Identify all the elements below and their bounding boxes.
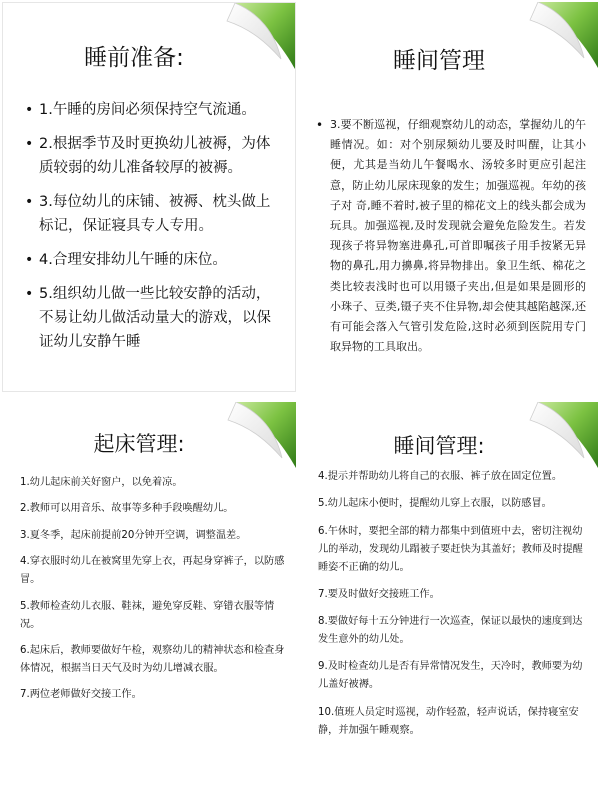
page-curl-icon — [520, 402, 598, 470]
list-item: 7.要及时做好交接班工作。 — [318, 588, 440, 600]
panel-title: 睡间管理 — [393, 48, 485, 74]
panel-title: 起床管理: — [93, 432, 185, 456]
list-item: 3.夏冬季，起床前提前20分钟开空调，调整温差。 — [20, 529, 247, 541]
list-item: • 4.合理安排幼儿午睡的床位。 — [25, 248, 281, 272]
page-curl-icon — [520, 2, 598, 70]
paragraph: • 3.要不断巡视，仔细观察幼儿的动态，掌握幼儿的午睡情况。如：对个别尿频幼儿要及时叫醒，让其小便，尤其是当幼儿午餐喝水、汤较多时更应引起注意，防止幼儿尿床现象的发生；加强巡视。年幼的孩子对 奇,睡不着时,被子里的棉花文上的线头都会成为玩具。加强巡视,及时发现就会避免危险发生。若发现孩子将异物塞进鼻孔,可首即嘱孩子用手按紧无异物的鼻孔,用力擤鼻,将异物排出。象卫生纸、棉花之类比较表浅时也可以用镊子夹出,但是如果是圆形的小珠子、豆类,镊子夹不住异物,却会使其越陷越深,还有可能会落入气管引发危险,这时必须到医院用专门取异物的工具取出。 — [322, 115, 586, 357]
list-item: 6.午休时，要把全部的精力都集中到值班中去，密切注视幼儿的举动，发现幼儿蹋被子要赶快为其盖好；教师及时提醒睡姿不正确的幼儿。 — [318, 525, 583, 573]
list-item: 10.值班人员定时巡视，动作轻盈，轻声说话，保持寝室安静，并加强午睡观察。 — [318, 706, 579, 736]
item-list — [3, 98, 295, 354]
list-item: 1.幼儿起床前关好窗户，以免着凉。 — [20, 477, 183, 488]
list-item: 6.起床后，教师要做好午检，观察幼儿的精神状态和检查身体情况，根据当日天气及时为幼儿增减衣服。 — [20, 644, 285, 674]
list-item: 9.及时检查幼儿是否有异常情况发生，天冷时，教师要为幼儿盖好被褥。 — [318, 661, 583, 691]
list-item: • 3.每位幼儿的床铺、被褥、枕头做上标记，保证寝具专人专用。 — [25, 190, 281, 238]
page-curl-icon — [217, 3, 295, 71]
panel-during-sleep-1 — [300, 2, 598, 392]
item-list — [318, 468, 588, 740]
panel-during-sleep-2 — [300, 402, 598, 806]
panel-wake-up — [2, 402, 296, 806]
panel-title: 睡间管理: — [393, 434, 485, 458]
list-item: 4.穿衣服时幼儿在被窝里先穿上衣，再起身穿裤子，以防感冒。 — [20, 556, 285, 586]
panel-before-sleep — [2, 2, 296, 392]
list-item: • 5.组织幼儿做一些比较安静的活动，不易让幼儿做活动量大的游戏，以保证幼儿安静午睡 — [25, 282, 281, 354]
list-item: 4.提示并帮助幼儿将自己的衣服、裤子放在固定位置。 — [318, 471, 563, 482]
list-item: 5.幼儿起床小便时，提醒幼儿穿上衣服，以防感冒。 — [318, 498, 552, 510]
list-item: • 2.根据季节及时更换幼儿被褥，为体质较弱的幼儿准备较厚的被褥。 — [25, 132, 281, 180]
list-item: 8.要做好每十五分钟进行一次巡查，保证以最快的速度到达发生意外的幼儿处。 — [318, 616, 583, 646]
list-item: 5.教师检查幼儿衣服、鞋袜，避免穿反鞋、穿错衣服等情况。 — [20, 600, 275, 630]
item-list — [20, 474, 286, 704]
list-item: • 1.午睡的房间必须保持空气流通。 — [25, 98, 281, 122]
panel-title: 睡前准备: — [84, 45, 184, 71]
list-item: 2.教师可以用音乐、故事等多种手段唤醒幼儿。 — [20, 503, 234, 515]
page-curl-icon — [218, 402, 296, 470]
list-item: 7.两位老师做好交接工作。 — [20, 689, 142, 701]
